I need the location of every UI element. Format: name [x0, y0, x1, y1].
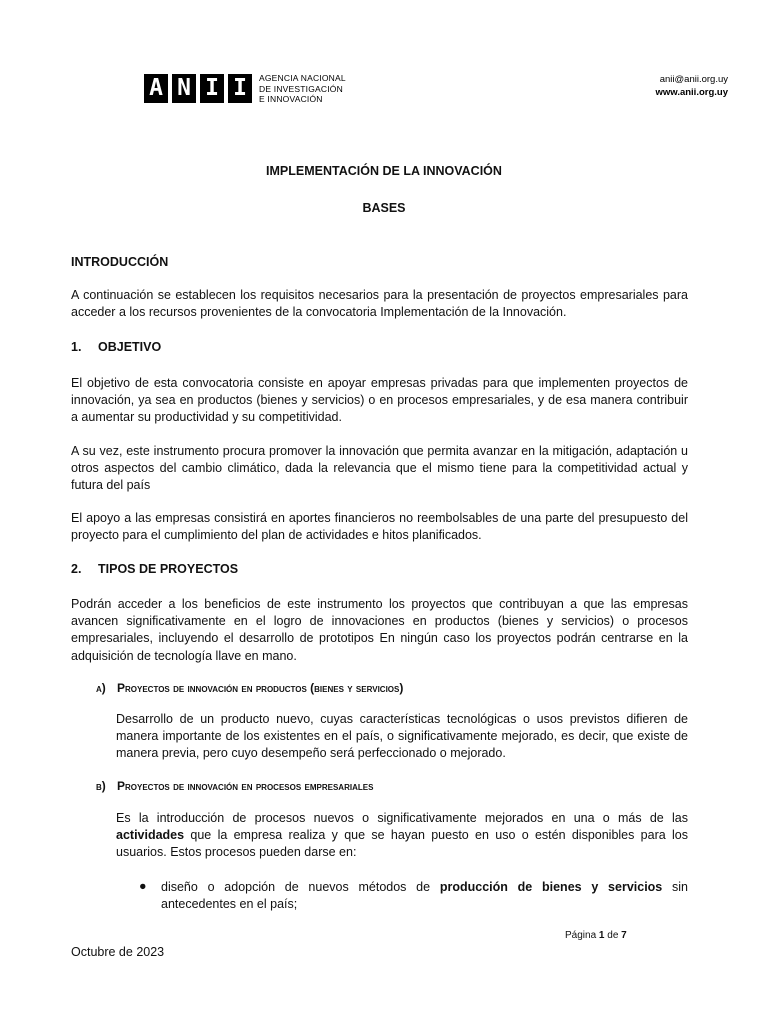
subsection-a-paragraph: Desarrollo de un producto nuevo, cuyas características tecnológicas o usos previstos difieren de manera importante de los existentes en el país, o significativamente mejorado, es decir, que existe de manera previa, pero cuyo desempeño será perfeccionado o mejorado.: [116, 712, 688, 761]
page-prefix: Página: [565, 930, 597, 941]
section-2-heading: [71, 562, 238, 576]
text-run: Es la introducción de procesos nuevos o significativamente mejorados en una o más de las: [116, 811, 688, 825]
section-number: 1.: [71, 340, 82, 354]
page-current: 1: [598, 930, 605, 941]
bullet-item-1: [161, 879, 688, 913]
section-number: 2.: [71, 562, 82, 576]
logo-line: DE INVESTIGACIÓN: [259, 83, 343, 94]
project-types-paragraph: Podrán acceder a los beneficios de este instrumento los proyectos que contribuyan a que las empresas avancen significativamente en el logro de innovaciones en productos (bienes y servicios) o procesos empresariales, incluyendo el desarrollo de prototipos En ningún caso los proyectos podrán centrarse en la adquisición de tecnología llave en mano.: [71, 597, 688, 663]
contact-website[interactable]: www.anii.org.uy: [655, 87, 728, 98]
intro-heading: INTRODUCCIÓN: [71, 255, 169, 269]
document-subtitle: BASES: [362, 201, 406, 215]
bold-run: producción de bienes y servicios: [439, 880, 663, 894]
logo-letter: A: [144, 74, 168, 103]
subsection-b-paragraph: [116, 810, 688, 862]
section-1-heading: [71, 340, 161, 354]
intro-paragraph: A continuación se establecen los requisitos necesarios para la presentación de proyectos empresariales para acceder a los recursos provenientes de la convocatoria Implementación de la Innovación.: [71, 288, 688, 320]
logo-letter: N: [172, 74, 196, 103]
logo-line: AGENCIA NACIONAL: [259, 73, 346, 83]
subsection-label: b): [96, 779, 106, 793]
subsection-label: a): [96, 681, 106, 695]
section-title: TIPOS DE PROYECTOS: [98, 562, 239, 576]
contact-email[interactable]: anii@anii.org.uy: [659, 74, 728, 85]
logo-letter: I: [228, 74, 252, 103]
page-number: [565, 930, 627, 941]
subsection-title: Proyectos de innovación en procesos empresariales: [117, 779, 374, 793]
footer-date: Octubre de 2023: [71, 945, 165, 959]
bullet-icon: ●: [139, 879, 147, 893]
objective-paragraph-2: A su vez, este instrumento procura promover la innovación que permita avanzar en la mitigación, adaptación u otros aspectos del cambio climático, dada la relevancia que el mismo tiene para la competitividad actual y futura del país: [71, 444, 688, 493]
objective-paragraph-3: El apoyo a las empresas consistirá en aportes financieros no reembolsables de una parte del presupuesto del proyecto para el cumplimiento del plan de actividades e hitos planificados.: [71, 511, 688, 543]
subsection-b-heading: [96, 779, 373, 793]
document-title: IMPLEMENTACIÓN DE LA INNOVACIÓN: [266, 164, 502, 178]
contact-info: [656, 73, 729, 99]
text-run: sin antecedentes en el país;: [161, 880, 689, 912]
subsection-title: Proyectos de innovación en productos (bienes y servicios): [117, 681, 404, 695]
bold-run: actividades: [116, 828, 185, 843]
logo-letter: I: [200, 74, 224, 103]
subsection-a-heading: [96, 681, 403, 695]
objective-paragraph-1: El objetivo de esta convocatoria consiste en apoyar empresas privadas para que implementen proyectos de innovación, ya sea en productos (bienes y servicios) o en procesos empresariales, y de esa manera contribuir a aumentar su productividad y su competitividad.: [71, 376, 688, 425]
page-of: de: [607, 930, 619, 941]
text-run: diseño o adopción de nuevos métodos de: [161, 880, 431, 894]
logo-line: E INNOVACIÓN: [259, 94, 323, 104]
anii-logo: [144, 74, 252, 103]
section-title: OBJETIVO: [98, 340, 162, 354]
page-total: 7: [621, 930, 627, 941]
text-run: que la empresa realiza y que se hayan puesto en uso o estén disponibles para los usuarios. Estos procesos pueden darse en:: [116, 828, 688, 860]
logo-agency-name: [259, 73, 346, 105]
